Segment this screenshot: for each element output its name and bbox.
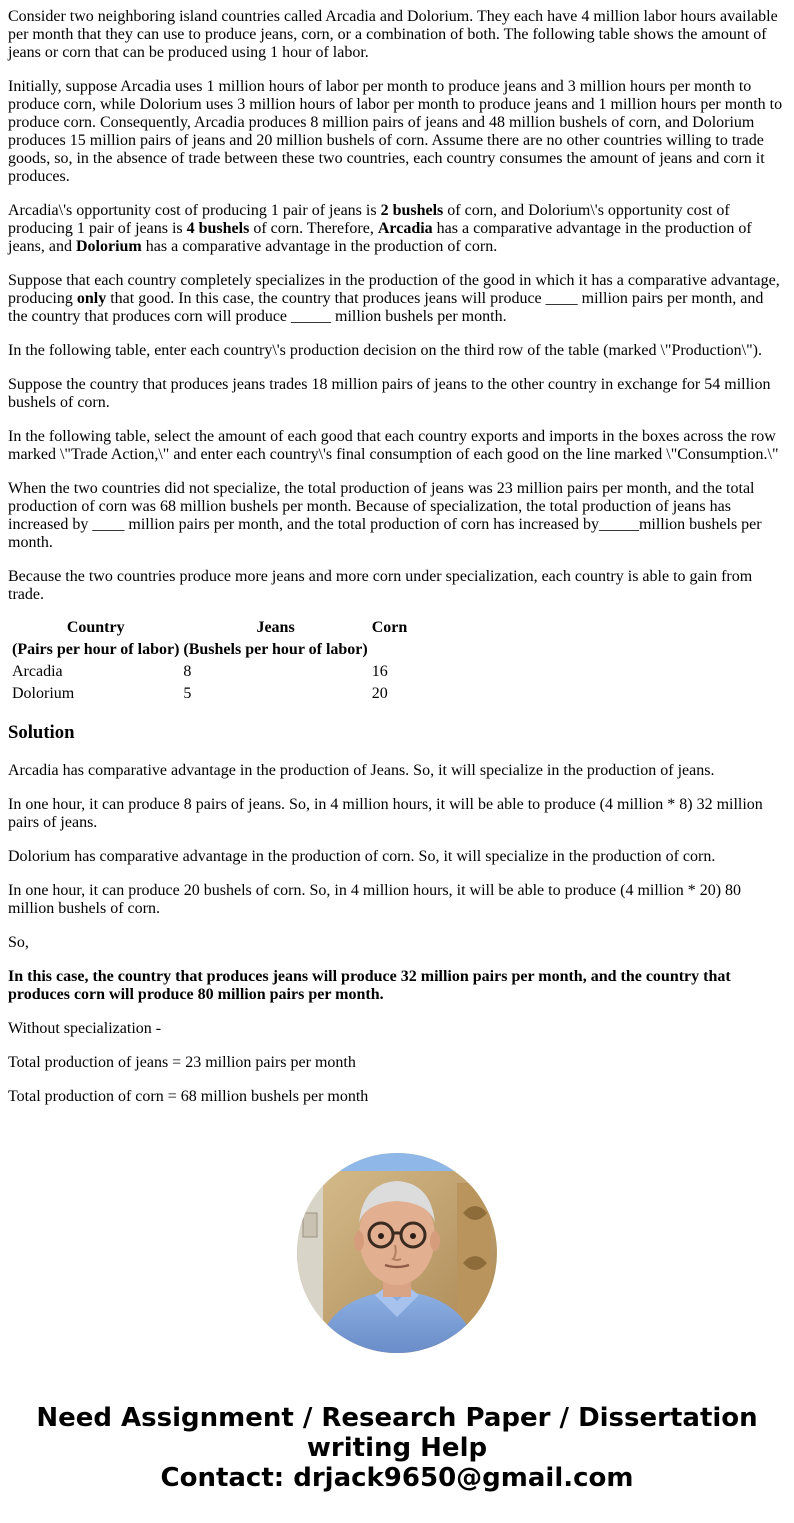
text-run: has a comparative advantage in the production of jeans, and xyxy=(8,220,752,255)
production-table xyxy=(9,616,410,706)
table-cell-country: Dolorium xyxy=(12,685,75,702)
table-cell-jeans: 8 xyxy=(183,663,192,680)
solution-heading: Solution xyxy=(8,722,75,743)
table-header-jeans: Jeans xyxy=(256,619,295,636)
solution-paragraph-5: So, xyxy=(8,934,29,951)
table-header-corn: Corn xyxy=(371,619,408,636)
solution-paragraph-2: In one hour, it can produce 8 pairs of jeans. So, in 4 million hours, it will be able to produce (4 million * 8) 32 million pairs of jeans. xyxy=(8,796,763,831)
table-subheader-bushels: (Bushels per hour of labor) xyxy=(183,641,368,658)
text-run: of corn. Therefore, xyxy=(249,220,378,237)
question-paragraph-6: Suppose the country that produces jeans trades 18 million pairs of jeans to the other country in exchange for 54 million bushels of corn. xyxy=(8,376,771,411)
table-cell-country: Arcadia xyxy=(12,663,63,680)
solution-answer-bold xyxy=(8,968,786,1004)
solution-paragraph-3: Dolorium has comparative advantage in the production of corn. So, it will specialize in the production of corn. xyxy=(8,848,716,865)
question-paragraph-4 xyxy=(8,272,786,326)
promo-line: Need Assignment / Research Paper / Dissertation xyxy=(36,1403,758,1433)
table-row xyxy=(11,662,408,682)
question-paragraph-3 xyxy=(8,202,786,256)
table-subheader-row xyxy=(11,640,408,660)
text-run: of corn, and Dolorium\'s opportunity cost of producing 1 pair of jeans is xyxy=(8,202,730,237)
promo-contact-line: Contact: drjack9650@gmail.com xyxy=(160,1463,634,1493)
table-subheader-empty xyxy=(371,640,409,660)
solution-paragraph-4: In one hour, it can produce 20 bushels of corn. So, in 4 million hours, it will be able to produce (4 million * 20) 80 million bushels of corn. xyxy=(8,882,742,917)
bold-answer: Dolorium xyxy=(75,238,142,255)
solution-paragraph-7: Without specialization - xyxy=(8,1020,162,1037)
text-run: Arcadia\'s opportunity cost of producing 1 pair of jeans is xyxy=(8,202,381,219)
bold-answer: Arcadia xyxy=(377,220,433,237)
promo-line: writing Help xyxy=(306,1433,488,1463)
document-body xyxy=(8,8,786,1122)
text-run: Suppose that each country completely specializes in the production of the good in which it has a comparative advantage, producing xyxy=(8,272,780,307)
text-run: has a comparative advantage in the production of corn. xyxy=(141,238,498,255)
solution-paragraph-8: Total production of jeans = 23 million pairs per month xyxy=(8,1054,356,1071)
avatar-portrait-image xyxy=(297,1153,497,1353)
bold-emphasis: only xyxy=(76,290,107,307)
solution-paragraph-9: Total production of corn = 68 million bushels per month xyxy=(8,1088,369,1105)
table-subheader-pairs: (Pairs per hour of labor) xyxy=(12,641,180,658)
question-paragraph-1: Consider two neighboring island countries called Arcadia and Dolorium. They each have 4 million labor hours available per month that they can use to produce jeans, corn, or a combination of both. The following table shows the amount of jeans or corn that can be produced using 1 hour of labor. xyxy=(8,8,778,61)
table-cell-jeans: 5 xyxy=(183,685,192,702)
text-run: that good. In this case, the country that produces jeans will produce ____ million pairs per month, and the country that produces corn will produce _____ million bushels per month. xyxy=(8,290,764,325)
author-avatar xyxy=(297,1153,497,1353)
question-paragraph-9: Because the two countries produce more jeans and more corn under specialization, each country is able to gain from trade. xyxy=(8,568,753,603)
solution-paragraph-1: Arcadia has comparative advantage in the production of Jeans. So, it will specialize in the production of jeans. xyxy=(8,762,715,779)
bold-answer: In this case, the country that produces jeans will produce 32 million pairs per month, and the country that produces corn will produce 80 million pairs per month. xyxy=(8,968,731,1003)
table-header-row xyxy=(11,618,408,638)
table-header-country: Country xyxy=(66,619,125,636)
table-row xyxy=(11,684,408,704)
question-paragraph-8: When the two countries did not specialize, the total production of jeans was 23 million pairs per month, and the total production of corn was 68 million bushels per month. Because of specialization, the total production of jeans has increased by ____ million pairs per month, and the total production of corn has increased by_____million bushels per month. xyxy=(8,480,762,551)
table-cell-corn: 20 xyxy=(371,685,388,702)
question-paragraph-7: In the following table, select the amount of each good that each country exports and imports in the boxes across the row marked \"Trade Action,\" and enter each country\'s final consumption of each good on the line marked \"Consumption.\" xyxy=(8,428,779,463)
question-paragraph-2: Initially, suppose Arcadia uses 1 million hours of labor per month to produce jeans and 3 million hours per month to produce corn, while Dolorium uses 3 million hours of labor per month to produce jeans and 1 million hours per month to produce corn. Consequently, Arcadia produces 8 million pairs of jeans and 48 million bushels of corn, and Dolorium produces 15 million pairs of jeans and 20 million bushels of corn. Assume there are no other countries willing to trade goods, so, in the absence of trade between these two countries, each country consumes the amount of jeans and corn it produces. xyxy=(8,78,783,185)
table-cell-corn: 16 xyxy=(371,663,388,680)
promo-banner xyxy=(0,1403,794,1493)
question-paragraph-5: In the following table, enter each country\'s production decision on the third row of the table (marked \"Production\"). xyxy=(8,342,762,359)
bold-answer: 4 bushels xyxy=(186,220,250,237)
bold-answer: 2 bushels xyxy=(380,202,444,219)
